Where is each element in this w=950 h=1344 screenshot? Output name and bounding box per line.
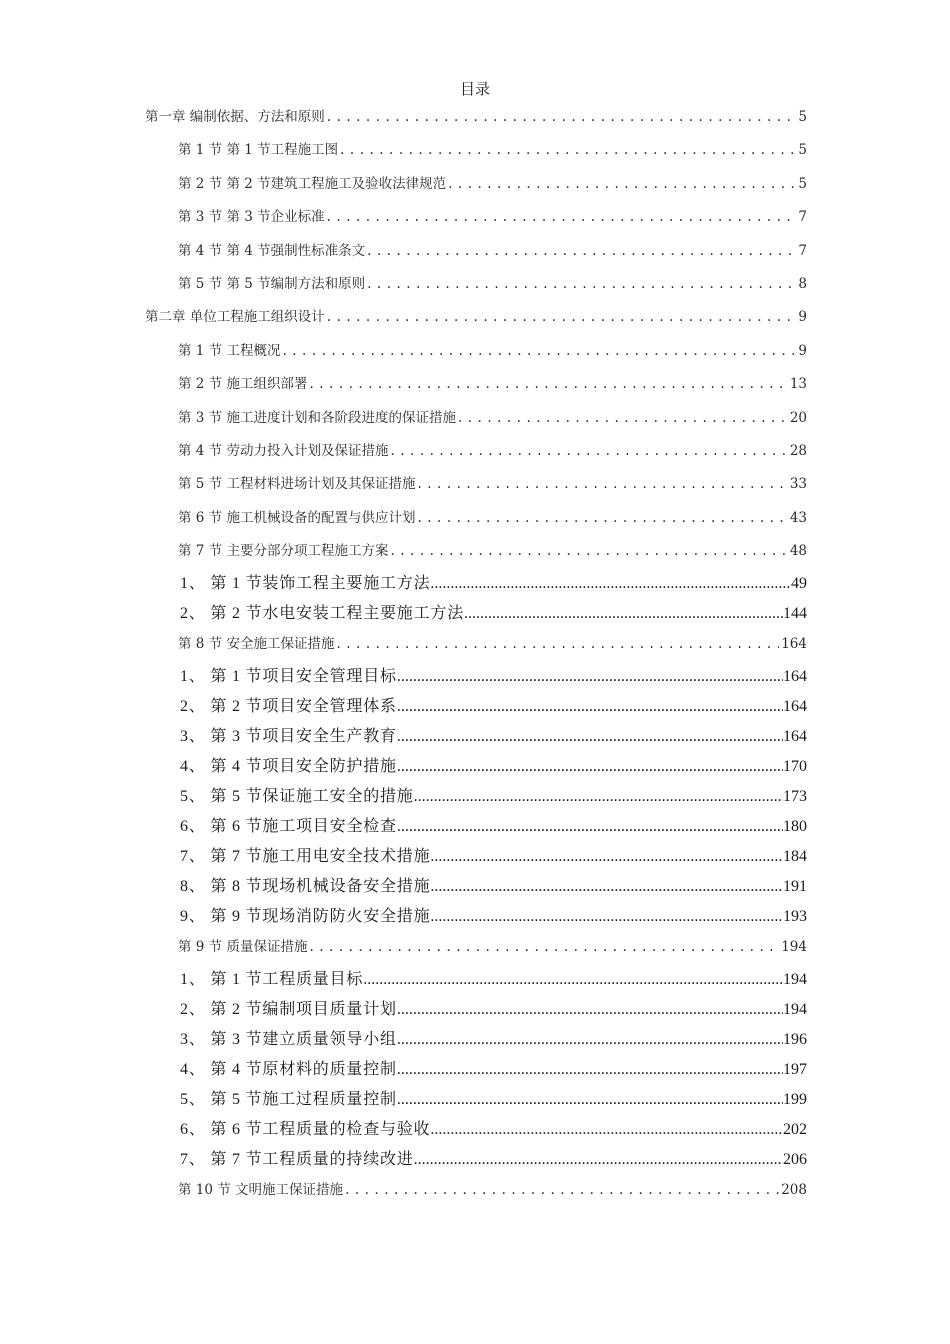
toc-entry-label: 1、 第 1 节装饰工程主要施工方法 [180,574,431,592]
toc-entry-label: 7、 第 7 节施工用电安全技术措施 [180,847,431,865]
dot-leader [430,846,783,868]
toc-entry[interactable] [180,1149,807,1171]
dot-leader [367,274,796,294]
dot-leader [430,906,783,928]
toc-entry-label: 4、 第 4 节原材料的质量控制 [180,1060,397,1078]
toc-entry-label: 第二章 单位工程施工组织设计 [145,309,325,326]
toc-entry-label: 第 7 节 主要分部分项工程施工方案 [178,543,389,560]
dot-leader [397,726,783,748]
dot-leader [448,174,796,194]
dot-leader [309,374,787,394]
toc-entry[interactable] [178,140,807,160]
toc-entry[interactable] [180,603,807,625]
toc-entry-page-number: 194 [783,970,807,988]
dot-leader [430,876,783,898]
toc-entry-label: 第 5 节 第 5 节编制方法和原则 [178,276,366,292]
dot-leader [397,1059,783,1081]
dot-leader [336,634,779,654]
dot-leader [345,1180,779,1200]
toc-entry[interactable] [180,666,807,688]
toc-entry-page-number: 8 [798,276,807,292]
toc-entry-page-number: 197 [783,1060,807,1078]
toc-entry[interactable] [178,1180,807,1200]
toc-entry-page-number: 49 [791,574,807,592]
dot-leader [397,1089,783,1111]
toc-entry[interactable] [178,441,807,461]
toc-entry-label: 第 3 节 施工进度计划和各阶段进度的保证措施 [178,409,456,426]
toc-entry[interactable] [180,876,807,898]
dot-leader [309,937,779,957]
toc-entry[interactable] [178,937,807,957]
toc-entry[interactable] [178,541,807,561]
toc-entry-page-number: 170 [783,757,807,775]
toc-entry[interactable] [180,846,807,868]
toc-entry-page-number: 33 [789,476,807,493]
dot-leader [458,408,788,428]
toc-entry-page-number: 202 [783,1120,807,1138]
toc-entry-page-number: 164 [781,636,807,653]
toc-entry-page-number: 7 [798,209,807,226]
toc-entry[interactable] [180,726,807,748]
dot-leader [414,1149,783,1171]
toc-entry-label: 3、 第 3 节建立质量领导小组 [180,1030,397,1048]
dot-leader [417,474,787,494]
toc-entry-page-number: 193 [783,907,807,925]
toc-entry-label: 9、 第 9 节现场消防防火安全措施 [180,907,431,925]
toc-entry-label: 第 2 节 第 2 节建筑工程施工及验收法律规范 [178,175,447,192]
toc-entry[interactable] [178,408,807,428]
toc-entry-label: 4、 第 4 节项目安全防护措施 [180,757,397,775]
toc-entry-label: 5、 第 5 节施工过程质量控制 [180,1090,397,1108]
toc-entry-page-number: 194 [783,1000,807,1018]
toc-entry[interactable] [180,1029,807,1051]
toc-entry-label: 第 9 节 质量保证措施 [178,939,308,956]
toc-entry-page-number: 9 [798,342,807,359]
dot-leader [340,140,796,160]
toc-entry-page-number: 164 [783,727,807,745]
dot-leader [327,107,797,127]
toc-entry[interactable] [180,696,807,718]
toc-entry-label: 8、 第 8 节现场机械设备安全措施 [180,877,431,895]
toc-entry-page-number: 180 [783,817,807,835]
toc-entry-label: 3、 第 3 节项目安全生产教育 [180,727,397,745]
toc-entry-page-number: 206 [783,1150,807,1168]
toc-entry-label: 第 4 节 第 4 节强制性标准条文 [178,242,366,259]
toc-entry-label: 第一章 编制依据、方法和原则 [145,109,325,125]
toc-entry-page-number: 5 [798,175,807,192]
toc-entry-page-number: 184 [783,847,807,865]
toc-entry-page-number: 191 [783,877,807,895]
toc-entry-page-number: 43 [789,509,807,526]
toc-entry-page-number: 7 [798,242,807,259]
toc-entry-page-number: 5 [798,109,807,125]
toc-entry[interactable] [180,756,807,778]
toc-entry-page-number: 196 [783,1030,807,1048]
toc-entry[interactable] [145,307,807,327]
dot-leader [390,541,787,561]
dot-leader [397,816,783,838]
dot-leader [430,573,791,595]
toc-entry-label: 6、 第 6 节工程质量的检查与验收 [180,1120,431,1138]
toc-entry[interactable] [180,1059,807,1081]
toc-entry-page-number: 20 [789,409,807,426]
toc-entry-page-number: 173 [783,787,807,805]
toc-entry-label: 第 6 节 施工机械设备的配置与供应计划 [178,509,416,526]
toc-entry-label: 第 4 节 劳动力投入计划及保证措施 [178,443,389,459]
dot-leader [327,307,797,327]
toc-entry[interactable] [178,341,807,361]
toc-entry-label: 7、 第 7 节工程质量的持续改进 [180,1150,414,1168]
toc-entry-page-number: 199 [783,1090,807,1108]
dot-leader [464,603,783,625]
toc-entry[interactable] [178,174,807,194]
toc-entry-label: 2、 第 2 节编制项目质量计划 [180,1000,397,1018]
toc-entry[interactable] [180,969,807,991]
toc-entry-page-number: 9 [798,309,807,326]
toc-entry[interactable] [180,573,807,595]
toc-entry[interactable] [180,1089,807,1111]
toc-entry-page-number: 208 [781,1182,807,1199]
toc-entry-label: 第 8 节 安全施工保证措施 [178,636,335,653]
toc-entry[interactable] [180,906,807,928]
toc-entry-page-number: 5 [798,142,807,159]
toc-entry-label: 5、 第 5 节保证施工安全的措施 [180,787,414,805]
dot-leader [390,441,787,461]
dot-leader [397,696,783,718]
toc-entry[interactable] [178,508,807,528]
toc-entry[interactable] [178,474,807,494]
toc-entry-page-number: 194 [781,939,807,956]
toc-entry-page-number: 28 [789,443,807,459]
toc-entry-label: 6、 第 6 节施工项目安全检查 [180,817,397,835]
toc-entry-label: 第 10 节 文明施工保证措施 [178,1182,344,1199]
toc-entry[interactable] [180,786,807,808]
toc-entry-label: 第 5 节 工程材料进场计划及其保证措施 [178,476,416,493]
toc-entry-label: 第 2 节 施工组织部署 [178,376,308,393]
toc-entry-label: 2、 第 2 节水电安装工程主要施工方法 [180,604,465,622]
toc-entry[interactable] [178,634,807,654]
toc-entry[interactable] [178,207,807,227]
toc-entry-page-number: 13 [789,376,807,393]
dot-leader [367,241,796,261]
dot-leader [397,756,783,778]
toc-entry-label: 2、 第 2 节项目安全管理体系 [180,697,397,715]
toc-entry-page-number: 164 [783,697,807,715]
toc-entry[interactable] [180,816,807,838]
toc-entry-page-number: 48 [789,543,807,560]
dot-leader [282,341,796,361]
toc-entry-page-number: 164 [783,667,807,685]
page-title: 目录 [459,80,490,98]
dot-leader [327,207,797,227]
toc-entry[interactable] [178,241,807,261]
dot-leader [414,786,783,808]
toc-entry-label: 第 1 节 工程概况 [178,342,281,359]
toc-entry[interactable] [145,107,807,127]
toc-entry[interactable] [180,999,807,1021]
dot-leader [363,969,783,991]
toc-entry[interactable] [178,374,807,394]
dot-leader [397,666,783,688]
dot-leader [430,1119,783,1141]
dot-leader [397,999,783,1021]
toc-entry[interactable] [180,1119,807,1141]
dot-leader [417,508,787,528]
toc-entry-label: 1、 第 1 节项目安全管理目标 [180,667,397,685]
toc-entry-label: 1、 第 1 节工程质量目标 [180,970,364,988]
toc-entry-label: 第 3 节 第 3 节企业标准 [178,209,325,226]
toc-entry[interactable] [178,274,807,294]
dot-leader [397,1029,783,1051]
toc-entry-page-number: 144 [783,604,807,622]
toc-entry-label: 第 1 节 第 1 节工程施工图 [178,142,339,159]
